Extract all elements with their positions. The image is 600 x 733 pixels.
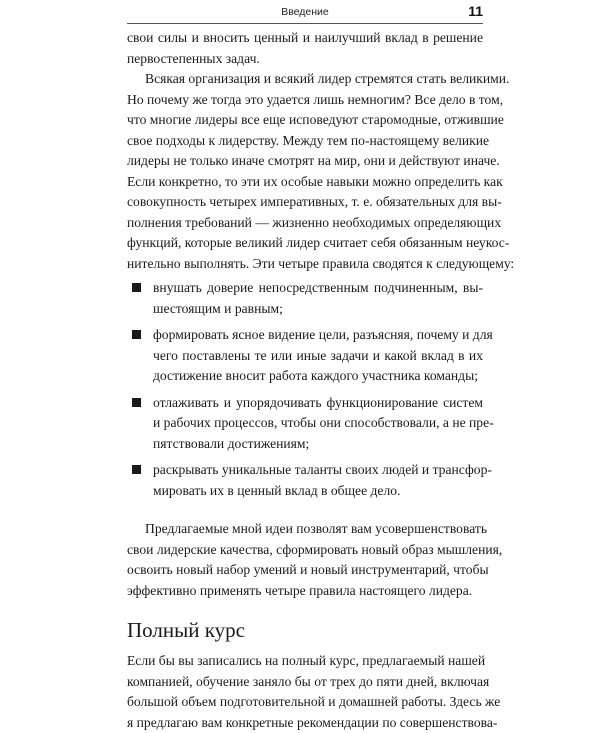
text-line: свое подходы к лидерству. Между тем по-настоящему великие [127,131,483,152]
list-item [127,325,483,387]
text-line: эффективно применять четыре правила настоящего лидера. [127,581,483,602]
spacer [127,601,483,613]
text-line: я предлагаю вам конкретные рекомендации по совершенствова- [127,713,483,733]
page-number: 11 [468,3,483,19]
header-rule [127,23,483,24]
spacer [127,501,483,519]
text-line: свои лидерские качества, сформировать новый образ мышления, [127,540,483,561]
text-line: совокупность четырех императивных, т. е. обязательных для вы- [127,192,483,213]
paragraph [127,519,483,601]
square-bullet-icon [132,465,141,474]
text-line: компанией, обучение заняло бы от трех до пяти дней, включая [127,672,483,693]
text-line: нительно выполнять. Эти четыре правила сводятся к следующему: [127,254,483,275]
running-head-section-title: Введение [127,6,483,18]
text-line: отлаживать и упорядочивать функционирование систем [153,393,483,414]
text-line: лидеры не только иначе смотрят на мир, они и действуют иначе. [127,151,483,172]
list-item [127,278,483,319]
text-line: Предлагаемые мной идеи позволят вам усовершенствовать [127,519,483,540]
text-line: раскрывать уникальные таланты своих людей и трансфор- [153,460,483,481]
text-line: Если бы вы записались на полный курс, предлагаемый нашей [127,651,483,672]
square-bullet-icon [132,398,141,407]
text-line: функций, которые великий лидер считает себя обязанным неукос- [127,233,483,254]
text-line: чего поставлены те или иные задачи и какой вклад в их [153,346,483,367]
text-line: мировать их в ценный вклад в общее дело. [153,481,483,502]
text-line: внушать доверие непосредственным подчиненным, вы- [153,278,483,299]
running-head [127,2,483,22]
bullet-list [127,278,483,501]
list-item [127,460,483,501]
square-bullet-icon [132,283,141,292]
paragraph [127,69,483,274]
paragraph-continuation [127,28,483,69]
text-line: свои силы и вносить ценный и наилучший вклад в решение [127,28,483,49]
text-line: полнения требований — жизненно необходимых определяющих [127,213,483,234]
section-heading: Полный курс [127,617,483,643]
text-line: большой объем подготовительной и домашней работы. Здесь же [127,692,483,713]
list-item [127,393,483,455]
text-line: формировать ясное видение цели, разъясняя, почему и для [153,325,483,346]
text-line: и рабочих процессов, чтобы они способствовали, а не пре- [153,413,483,434]
page-body [127,28,483,733]
text-line: шестоящим и равным; [153,299,483,320]
text-line: достижение вносит работа каждого участника команды; [153,366,483,387]
text-line: первостепенных задач. [127,49,483,70]
text-line: что многие лидеры все еще исповедуют старомодные, отжившие [127,110,483,131]
text-line: освоить новый набор умений и новый инструментарий, чтобы [127,560,483,581]
paragraph [127,651,483,733]
text-line: пятствовали достижениям; [153,434,483,455]
square-bullet-icon [132,330,141,339]
text-line: Всякая организация и всякий лидер стремятся стать великими. [127,69,483,90]
text-line: Но почему же тогда это удается лишь немногим? Все дело в том, [127,90,483,111]
text-line: Если конкретно, то эти их особые навыки можно определить как [127,172,483,193]
